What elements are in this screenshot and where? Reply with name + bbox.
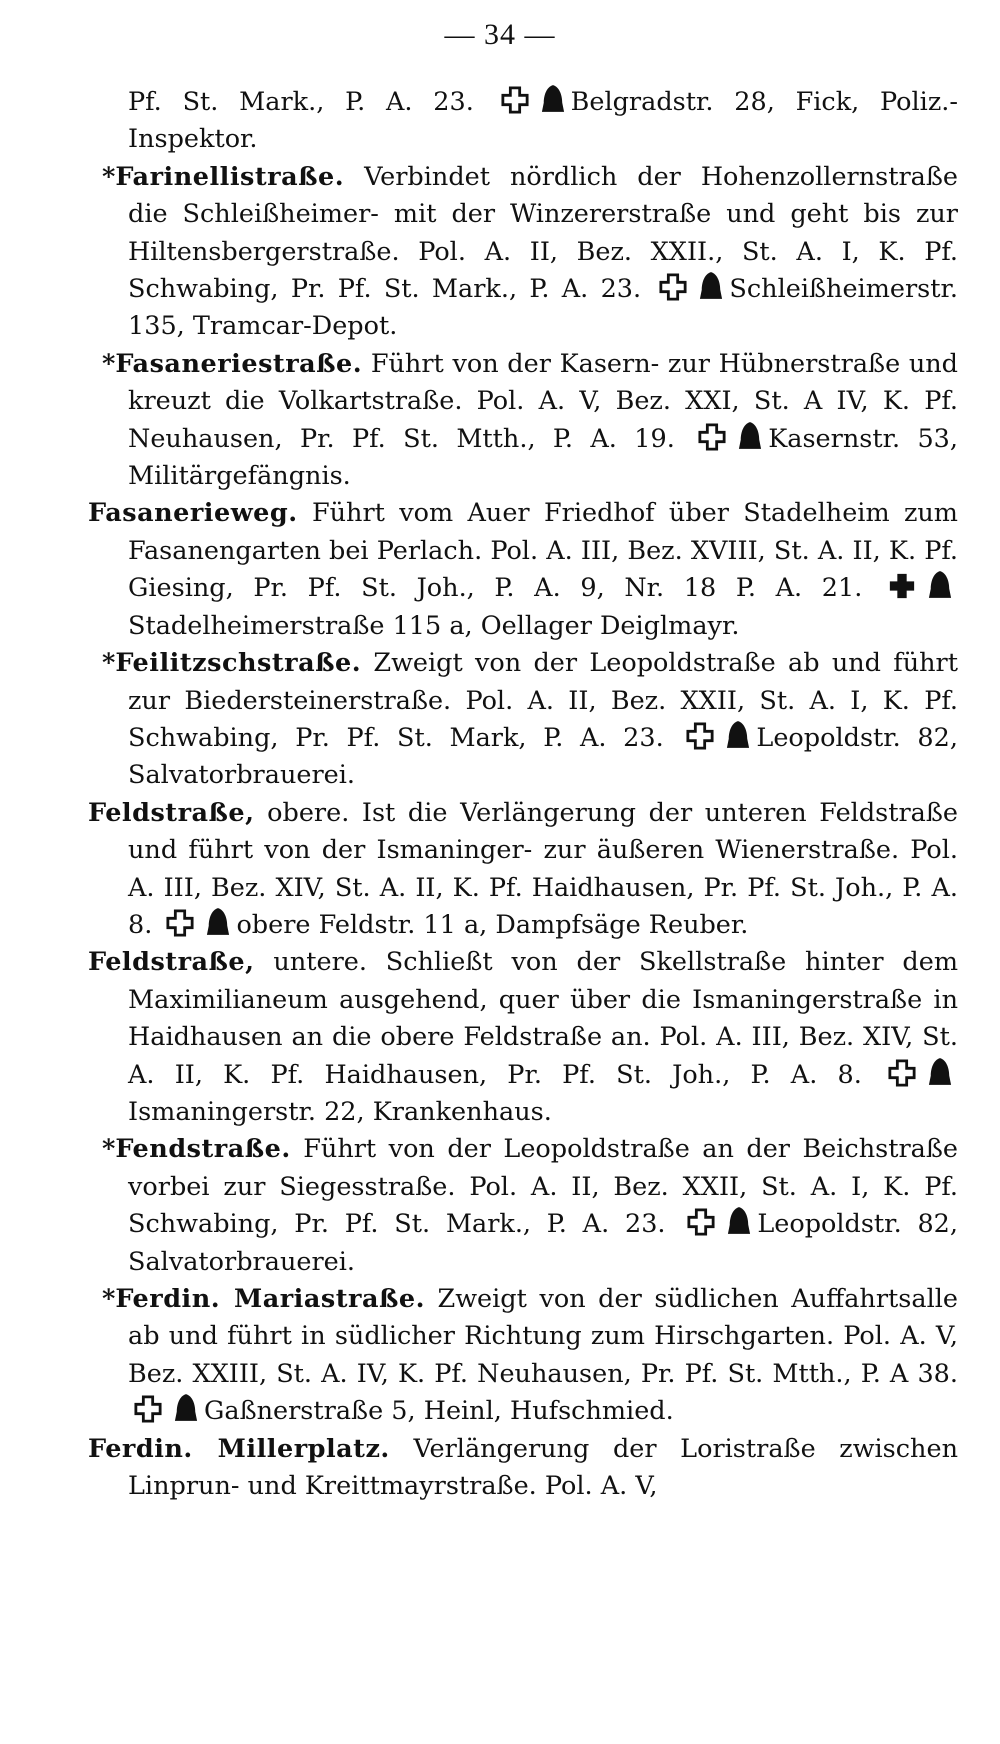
cross-outline-icon: [501, 86, 529, 114]
entry-headword: Feldstraße,: [88, 797, 255, 828]
entry-headword: Ferdin. Mariastraße.: [115, 1284, 425, 1314]
entry-text: Zweigt von der südlichen Auffahrtsalle ab und führt in südlicher Richtung zum Hirschgarten. Pol. A. V, Bez. XXIII, St. A. IV, K. Pf. Neuhausen, Pr. Pf. St. Mtth., P. A 38.: [128, 1284, 958, 1389]
entry-text: obere. Ist die Verlängerung der unteren Feldstraße und führt von der Ismaninger- zur äußeren Wienerstraße. Pol. A. III, Bez. XIV, St. A. II, K. Pf. Haidhausen, Pr. Pf. St. Joh., P. A. 8.: [128, 797, 958, 940]
entry-location-text: Gaßnerstraße 5, Heinl, Hufschmied.: [204, 1396, 674, 1427]
cross-outline-icon: [888, 1059, 916, 1087]
entry-location-text: Schleißheimerstr. 135, Tramcar-Depot.: [128, 274, 958, 342]
helmet-icon: [541, 84, 565, 114]
cross-outline-icon: [698, 423, 726, 451]
cross-outline-icon: [166, 909, 194, 937]
cross-outline-icon: [659, 273, 687, 301]
entry-text: Pf. St. Mark., P. A. 23.: [128, 87, 474, 117]
directory-entry: [88, 645, 958, 795]
directory-entry: [88, 944, 958, 1131]
entry-headword: Fasaneriestraße.: [115, 348, 363, 379]
entry-location-text: Kasernstr. 53, Militärgefängnis.: [128, 423, 959, 492]
entry-headword: Farinellistraße.: [115, 161, 345, 192]
cross-outline-icon: [134, 1395, 162, 1423]
cross-outline-icon: [687, 1208, 715, 1236]
entry-star-marker: *: [102, 648, 116, 679]
entry-headword: Fendstraße.: [115, 1134, 291, 1165]
directory-entry: [88, 159, 958, 346]
entry-text: Verlängerung der Loristraße zwischen Linprun- und Kreittmayrstraße. Pol. A. V,: [128, 1433, 958, 1502]
entry-star-marker: *: [102, 161, 116, 192]
cross-solid-icon: [888, 572, 916, 600]
entry-star-marker: *: [102, 1134, 116, 1165]
entry-text: Führt von der Kasern- zur Hübnerstraße und kreuzt die Volkartstraße. Pol. A. V, Bez. XXI, St. A IV, K. Pf. Neuhausen, Pr. Pf. St. Mtth., P. A. 19.: [128, 348, 958, 454]
directory-entry: [88, 346, 958, 496]
directory-entry: [88, 84, 958, 159]
street-directory-entries: [88, 84, 958, 1505]
helmet-icon: [699, 271, 723, 301]
helmet-icon: [726, 720, 750, 750]
entry-headword: Fasanerieweg.: [88, 498, 298, 529]
helmet-icon: [928, 570, 952, 600]
entry-text: untere. Schließt von der Skellstraße hinter dem Maximilianeum ausgehend, quer über die Ismaningerstraße in Haidhausen an die obere Feldstraße an. Pol. A. III, Bez. XIV, St. A. II, K. Pf. Haidhausen, Pr. Pf. St. Joh., P. A. 8.: [128, 947, 958, 1090]
directory-entry: [88, 1131, 958, 1281]
entry-location-text: Belgradstr. 28, Fick, Poliz.-Inspektor.: [128, 87, 958, 155]
directory-entry: [88, 1281, 958, 1431]
helmet-icon: [206, 907, 230, 937]
entry-location-text: Stadelheimerstraße 115 a, Oellager Deiglmayr.: [128, 610, 740, 641]
entry-star-marker: *: [102, 1284, 116, 1314]
entry-text: Zweigt von der Leopoldstraße ab und führt zur Biedersteinerstraße. Pol. A. II, Bez. XXII, St. A. I, K. Pf. Schwabing, Pr. Pf. St. Mark, P. A. 23.: [128, 648, 958, 753]
entry-star-marker: *: [102, 348, 116, 379]
entry-text: Führt von der Leopoldstraße an der Beichstraße vorbei zur Siegesstraße. Pol. A. II, Bez. XXII, St. A. I, K. Pf. Schwabing, Pr. Pf. St. Mark., P. A. 23.: [128, 1134, 958, 1240]
cross-outline-icon: [686, 722, 714, 750]
helmet-icon: [174, 1393, 198, 1423]
entry-location-text: Leopoldstr. 82, Salvatorbrauerei.: [128, 722, 958, 791]
entry-text: Führt vom Auer Friedhof über Stadelheim zum Fasanengarten bei Perlach. Pol. A. III, Bez. XVIII, St. A. II, K. Pf. Giesing, Pr. Pf. St. Joh., P. A. 9, Nr. 18 P. A. 21.: [128, 498, 958, 604]
entry-headword: Feldstraße,: [88, 947, 255, 978]
helmet-icon: [738, 421, 762, 451]
page-number: — 34 —: [444, 18, 556, 51]
entry-location-text: Leopoldstr. 82, Salvatorbrauerei.: [128, 1209, 958, 1277]
directory-entry: [88, 495, 958, 645]
entry-location-text: obere Feldstr. 11 a, Dampfsäge Reuber.: [236, 909, 749, 940]
entry-location-text: Ismaningerstr. 22, Krankenhaus.: [128, 1096, 552, 1127]
directory-entry: [88, 1431, 958, 1506]
directory-entry: [88, 795, 958, 945]
entry-headword: Ferdin. Millerplatz.: [88, 1433, 390, 1464]
helmet-icon: [727, 1206, 751, 1236]
entry-text: Verbindet nördlich der Hohenzollernstraße die Schleißheimer- mit der Winzererstraße und geht bis zur Hiltensbergerstraße. Pol. A. II, Bez. XXII., St. A. I, K. Pf. Schwabing, Pr. Pf. St. Mark., P. A. 23.: [128, 161, 959, 305]
entry-headword: Feilitzschstraße.: [115, 648, 362, 679]
helmet-icon: [928, 1057, 952, 1087]
